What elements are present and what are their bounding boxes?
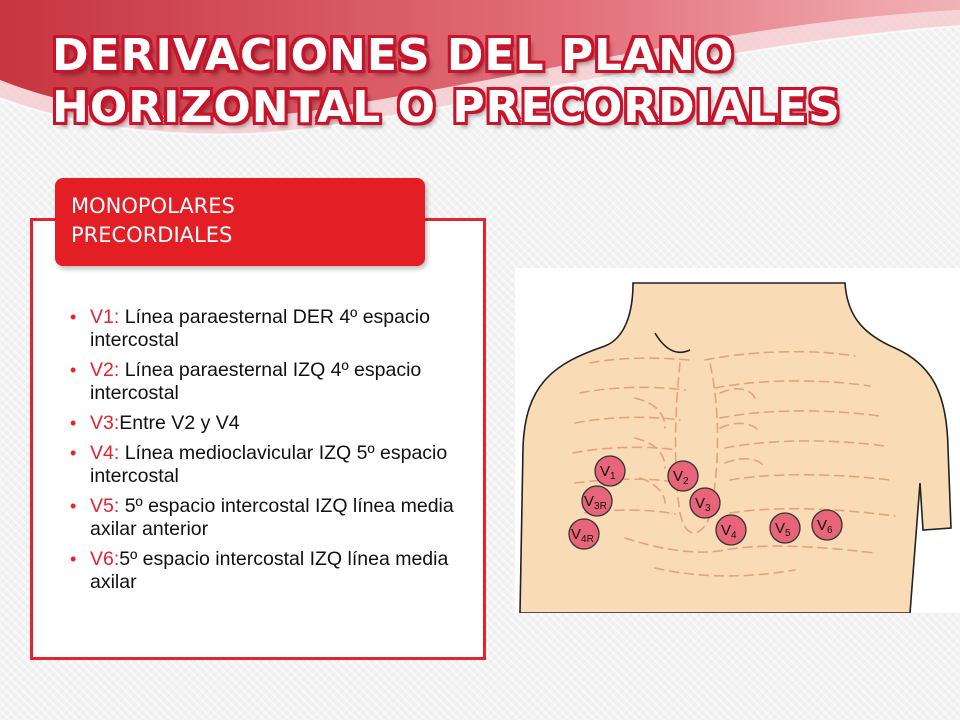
list-item bbox=[70, 442, 480, 488]
slide-title-line-1: DERIVACIONES DEL PLANO bbox=[52, 30, 735, 81]
lead-name: V4 bbox=[90, 442, 114, 464]
electrode-subscript: 3R bbox=[594, 501, 607, 512]
electrode-subscript: 1 bbox=[610, 471, 616, 482]
lead-description: Línea medioclavicular IZQ 5º espacio intercostal bbox=[90, 442, 448, 487]
electrode-v5 bbox=[770, 513, 800, 543]
lead-description: 5º espacio intercostal IZQ línea media axilar bbox=[90, 548, 449, 593]
lead-name: V3 bbox=[90, 412, 114, 434]
electrode-letter: V bbox=[673, 468, 684, 485]
lead-description: Línea paraesternal IZQ 4º espacio intercostal bbox=[90, 359, 422, 404]
list-item bbox=[70, 412, 480, 435]
lead-name: V2 bbox=[90, 359, 114, 381]
electrode-letter: V bbox=[695, 495, 706, 512]
lead-separator: : bbox=[113, 412, 120, 434]
section-header-line-2: PRECORDIALES bbox=[71, 223, 233, 247]
electrode-v4r bbox=[569, 519, 599, 549]
lead-name: V6 bbox=[90, 548, 114, 570]
electrode-letter: V bbox=[775, 520, 786, 537]
electrode-v2 bbox=[668, 461, 698, 491]
slide-title bbox=[52, 30, 952, 134]
electrode-letter: V bbox=[721, 522, 732, 539]
electrode-subscript: 4 bbox=[731, 530, 737, 541]
electrode-subscript: 5 bbox=[785, 528, 791, 539]
lead-description: 5º espacio intercostal IZQ línea media axilar anterior bbox=[90, 495, 454, 540]
section-header-tab bbox=[55, 178, 425, 266]
electrode-letter: V bbox=[600, 463, 611, 480]
lead-separator: : bbox=[113, 442, 125, 464]
electrode-v4 bbox=[716, 515, 746, 545]
electrode-v3r bbox=[582, 486, 612, 516]
lead-separator: : bbox=[113, 495, 125, 517]
lead-description: Entre V2 y V4 bbox=[119, 412, 240, 434]
electrode-subscript: 3 bbox=[705, 503, 711, 514]
slide-title-line-2: HORIZONTAL O PRECORDIALES bbox=[52, 82, 841, 133]
lead-separator: : bbox=[113, 548, 120, 570]
electrode-letter: V bbox=[571, 526, 582, 543]
section-header-line-1: MONOPOLARES bbox=[71, 194, 235, 218]
electrode-subscript: 6 bbox=[827, 525, 833, 536]
chest-electrode-diagram bbox=[515, 268, 960, 613]
lead-description: Línea paraesternal DER 4º espacio intercostal bbox=[90, 306, 430, 351]
electrode-v3 bbox=[690, 488, 720, 518]
list-item bbox=[70, 495, 480, 541]
lead-separator: : bbox=[113, 359, 125, 381]
electrode-letter: V bbox=[584, 493, 595, 510]
list-item bbox=[70, 306, 480, 352]
lead-list bbox=[70, 306, 480, 601]
list-item bbox=[70, 548, 480, 594]
electrode-subscript: 2 bbox=[683, 476, 689, 487]
list-item bbox=[70, 359, 480, 405]
lead-separator: : bbox=[113, 306, 125, 328]
lead-name: V1 bbox=[90, 306, 114, 328]
lead-name: V5 bbox=[90, 495, 114, 517]
electrode-letter: V bbox=[817, 517, 828, 534]
electrode-v1 bbox=[595, 456, 625, 486]
electrode-v6 bbox=[812, 510, 842, 540]
electrode-subscript: 4R bbox=[581, 534, 594, 545]
